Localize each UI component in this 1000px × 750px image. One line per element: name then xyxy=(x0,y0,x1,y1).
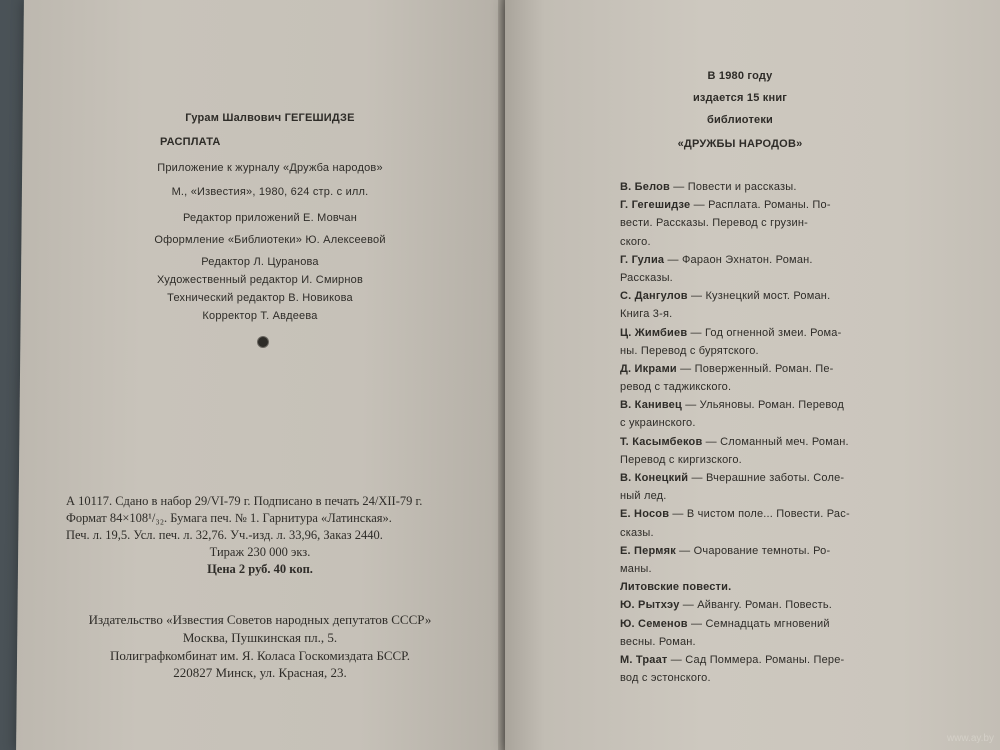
credit-line: Редактор Л. Цуранова xyxy=(201,256,319,268)
list-line: маны. xyxy=(620,562,652,575)
announcement-heading: издается 15 книг xyxy=(692,92,788,104)
list-line: М. Траат — Сад Поммера. Романы. Пере- xyxy=(620,653,845,666)
price-line: Цена 2 руб. 40 коп. xyxy=(207,562,313,576)
list-line: Е. Носов — В чистом поле... Повести. Рас- xyxy=(620,508,850,521)
credit-line: Оформление «Библиотеки» Ю. Алексеевой xyxy=(154,234,386,246)
list-line: Ц. Жимбиев — Год огненной змеи. Рома- xyxy=(620,326,842,339)
book-list xyxy=(620,178,890,687)
list-line: ского. xyxy=(620,235,651,248)
tech-info-line: А 10117. Сдано в набор 29/VI-79 г. Подписано в печать 24/XII-79 г. xyxy=(66,494,423,508)
list-line: вести. Рассказы. Перевод с грузин- xyxy=(620,217,808,230)
list-line: Г. Гегешидзе — Расплата. Романы. По- xyxy=(620,199,831,212)
list-line: В. Канивец — Ульяновы. Роман. Перевод xyxy=(620,399,844,412)
list-line: весны. Роман. xyxy=(620,635,696,648)
publisher-line: Москва, Пушкинская пл., 5. xyxy=(182,630,338,645)
list-line: ный лед. xyxy=(620,490,667,503)
list-line: В. Белов — Повести и рассказы. xyxy=(620,181,797,193)
site-watermark: www.ay.by xyxy=(946,733,994,744)
ornament-dot xyxy=(258,337,268,347)
list-line: Литовские повести. xyxy=(620,581,732,594)
list-line: В. Конецкий — Вчерашние заботы. Соле- xyxy=(620,472,845,484)
supplement-line: Приложение к журналу «Дружба народов» xyxy=(157,162,383,174)
credit-line: Редактор приложений Е. Мовчан xyxy=(183,212,357,224)
imprint-short: М., «Известия», 1980, 624 стр. с илл. xyxy=(171,186,369,198)
list-line: С. Дангулов — Кузнецкий мост. Роман. xyxy=(620,290,831,303)
list-line: с украинского. xyxy=(620,417,696,430)
publisher-line: Полиграфкомбинат им. Я. Коласа Госкомиздата БССР. xyxy=(109,648,411,663)
book-title: РАСПЛАТА xyxy=(160,136,221,148)
list-line: Ю. Семенов — Семнадцать мгновений xyxy=(620,617,830,630)
list-line: Г. Гулиа — Фараон Эхнатон. Роман. xyxy=(620,253,813,266)
list-line: Перевод с киргизского. xyxy=(620,453,742,466)
list-line: ны. Перевод с бурятского. xyxy=(620,344,759,357)
list-line: Ю. Рытхэу — Айвангу. Роман. Повесть. xyxy=(620,599,833,612)
list-line: ревод с таджикского. xyxy=(620,381,732,394)
print-run: Тираж 230 000 экз. xyxy=(209,545,311,559)
credit-line: Художественный редактор И. Смирнов xyxy=(156,274,364,286)
list-line: Д. Икрами — Поверженный. Роман. Пе- xyxy=(620,362,834,375)
book-author: Гурам Шалвович ГЕГЕШИДЗЕ xyxy=(185,112,355,124)
announcement-heading: библиотеки xyxy=(706,114,774,126)
list-line: сказы. xyxy=(620,526,654,539)
credit-line: Технический редактор В. Новикова xyxy=(167,292,353,304)
series-title: «ДРУЖБЫ НАРОДОВ» xyxy=(677,138,803,150)
announcement-heading: В 1980 году xyxy=(707,70,773,82)
list-line: Т. Касымбеков — Сломанный меч. Роман. xyxy=(620,435,849,448)
list-line: Е. Пермяк — Очарование темноты. Ро- xyxy=(620,544,831,557)
publisher-line: Издательство «Известия Советов народных депутатов СССР» xyxy=(88,612,432,627)
credit-line: Корректор Т. Авдеева xyxy=(202,310,318,322)
publisher-line: 220827 Минск, ул. Красная, 23. xyxy=(173,665,347,680)
tech-info-line: Формат 84×108¹/₃₂. Бумага печ. № 1. Гарнитура «Латинская». xyxy=(66,511,392,525)
list-line: Книга 3-я. xyxy=(620,308,673,321)
tech-info-line: Печ. л. 19,5. Усл. печ. л. 32,76. Уч.-изд. л. 33,96, Заказ 2440. xyxy=(66,528,383,542)
list-line: вод с эстонского. xyxy=(620,672,711,685)
list-line: Рассказы. xyxy=(620,271,673,284)
